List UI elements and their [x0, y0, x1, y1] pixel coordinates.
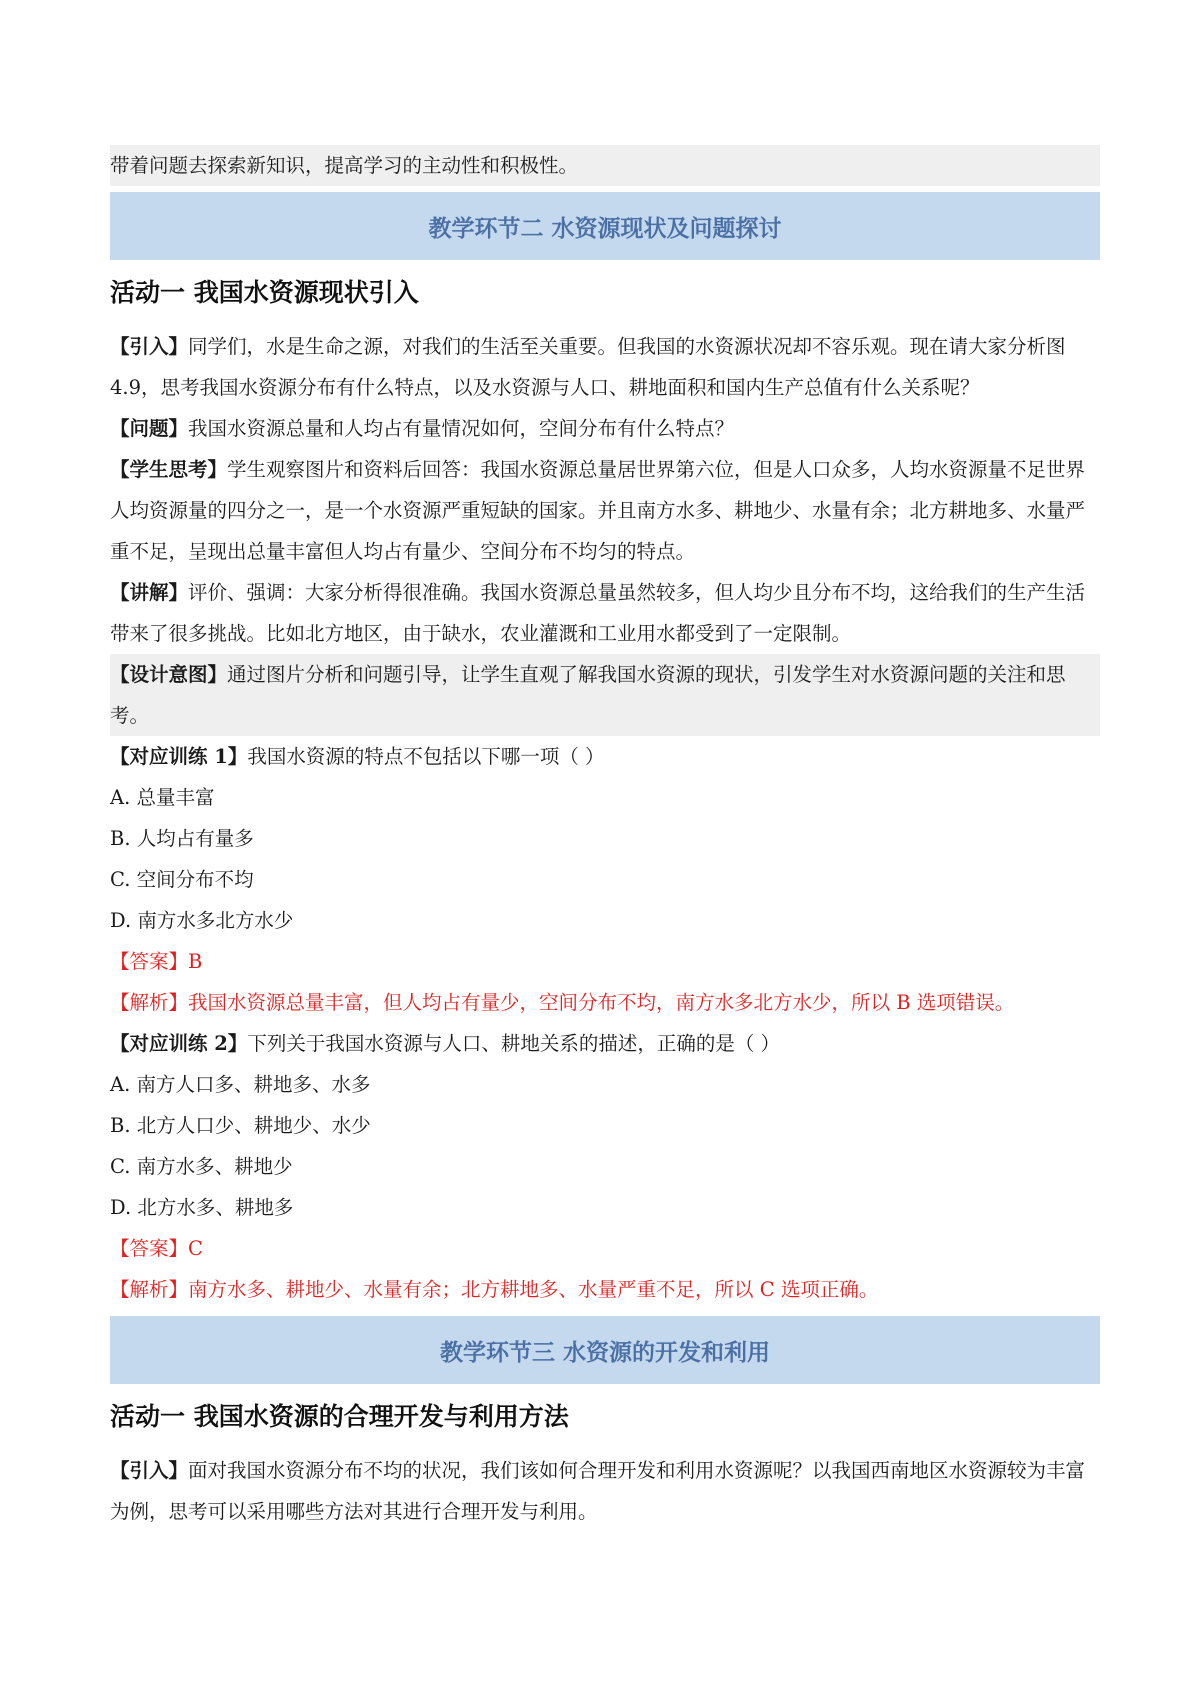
section3-activity-title: 活动一 我国水资源的合理开发与利用方法: [110, 1402, 569, 1431]
explain-text: 评价、强调：大家分析得很准确。我国水资源总量虽然较多，但人均少且分布不均，这给我们的生产生活带来了很多挑战。比如北方地区，由于缺水，农业灌溉和工业用水都受到了一定限制。: [110, 581, 1086, 645]
exercise1-option-a: A. 总量丰富: [110, 786, 215, 809]
top-fragment: 带着问题去探索新知识，提高学习的主动性和积极性。: [110, 145, 1100, 186]
exercise1-tag: 【对应训练 1】: [110, 745, 248, 768]
analysis-tag: 【解析】: [110, 1278, 189, 1301]
section2-banner: 教学环节二 水资源现状及问题探讨: [110, 192, 1100, 260]
section2-design-intent: [110, 654, 1100, 736]
answer-value: C: [188, 1237, 203, 1260]
page-content: [110, 145, 1100, 1532]
exercise1-option-b: B. 人均占有量多: [110, 827, 254, 850]
answer-tag: 【答案】: [110, 950, 189, 973]
intro-tag: 【引入】: [110, 1459, 189, 1482]
intro-text: 面对我国水资源分布不均的状况，我们该如何合理开发和利用水资源呢？以我国西南地区水资源较为丰富为例，思考可以采用哪些方法对其进行合理开发与利用。: [110, 1459, 1086, 1523]
exercise1-option-d: D. 南方水多北方水少: [110, 909, 294, 932]
question-text: 我国水资源总量和人均占有量情况如何，空间分布有什么特点？: [188, 417, 735, 440]
exercise1-answer: [110, 941, 1100, 982]
exercise2-option-a: A. 南方人口多、耕地多、水多: [110, 1073, 371, 1096]
section2-explain: [110, 572, 1100, 654]
section2-question: [110, 408, 1100, 449]
design-text: 通过图片分析和问题引导，让学生直观了解我国水资源的现状，引发学生对水资源问题的关注和思考。: [110, 663, 1066, 727]
section3-banner: 教学环节三 水资源的开发和利用: [110, 1316, 1100, 1384]
design-tag: 【设计意图】: [110, 663, 228, 686]
section2-student-thinking: [110, 449, 1100, 572]
exercise2-answer: [110, 1228, 1100, 1269]
analysis-text: 南方水多、耕地少、水量有余；北方耕地多、水量严重不足，所以 C 选项正确。: [188, 1278, 879, 1301]
question-tag: 【问题】: [110, 417, 189, 440]
answer-tag: 【答案】: [110, 1237, 189, 1260]
exercise1-option-c: C. 空间分布不均: [110, 868, 254, 891]
exercise2-analysis: [110, 1269, 1100, 1310]
intro-text: 同学们，水是生命之源，对我们的生活至关重要。但我国的水资源状况却不容乐观。现在请大家分析图 4.9，思考我国水资源分布有什么特点，以及水资源与人口、耕地面积和国内生产总值有什么关系呢？: [110, 335, 1066, 399]
analysis-tag: 【解析】: [110, 991, 189, 1014]
exercise2-option-d: D. 北方水多、耕地多: [110, 1196, 294, 1219]
exercise1-question: [110, 736, 1100, 777]
exercise2-option-b: B. 北方人口少、耕地少、水少: [110, 1114, 371, 1137]
exercise2-question: [110, 1023, 1100, 1064]
section2-activity-title: 活动一 我国水资源现状引入: [110, 278, 419, 307]
exercise2-text: 下列关于我国水资源与人口、耕地关系的描述，正确的是（ ）: [247, 1032, 781, 1055]
exercise2-tag: 【对应训练 2】: [110, 1032, 248, 1055]
student-tag: 【学生思考】: [110, 458, 228, 481]
section2-intro: [110, 326, 1100, 408]
intro-tag: 【引入】: [110, 335, 189, 358]
explain-tag: 【讲解】: [110, 581, 189, 604]
section3-intro: [110, 1450, 1100, 1532]
analysis-text: 我国水资源总量丰富，但人均占有量少，空间分布不均，南方水多北方水少，所以 B 选项错误。: [188, 991, 1015, 1014]
student-text: 学生观察图片和资料后回答：我国水资源总量居世界第六位，但是人口众多，人均水资源量不足世界人均资源量的四分之一，是一个水资源严重短缺的国家。并且南方水多、耕地少、水量有余；北方耕地多、水量严重不足，呈现出总量丰富但人均占有量少、空间分布不均匀的特点。: [110, 458, 1086, 563]
exercise1-analysis: [110, 982, 1100, 1023]
exercise1-text: 我国水资源的特点不包括以下哪一项（ ）: [247, 745, 605, 768]
answer-value: B: [188, 950, 203, 973]
exercise2-option-c: C. 南方水多、耕地少: [110, 1155, 293, 1178]
